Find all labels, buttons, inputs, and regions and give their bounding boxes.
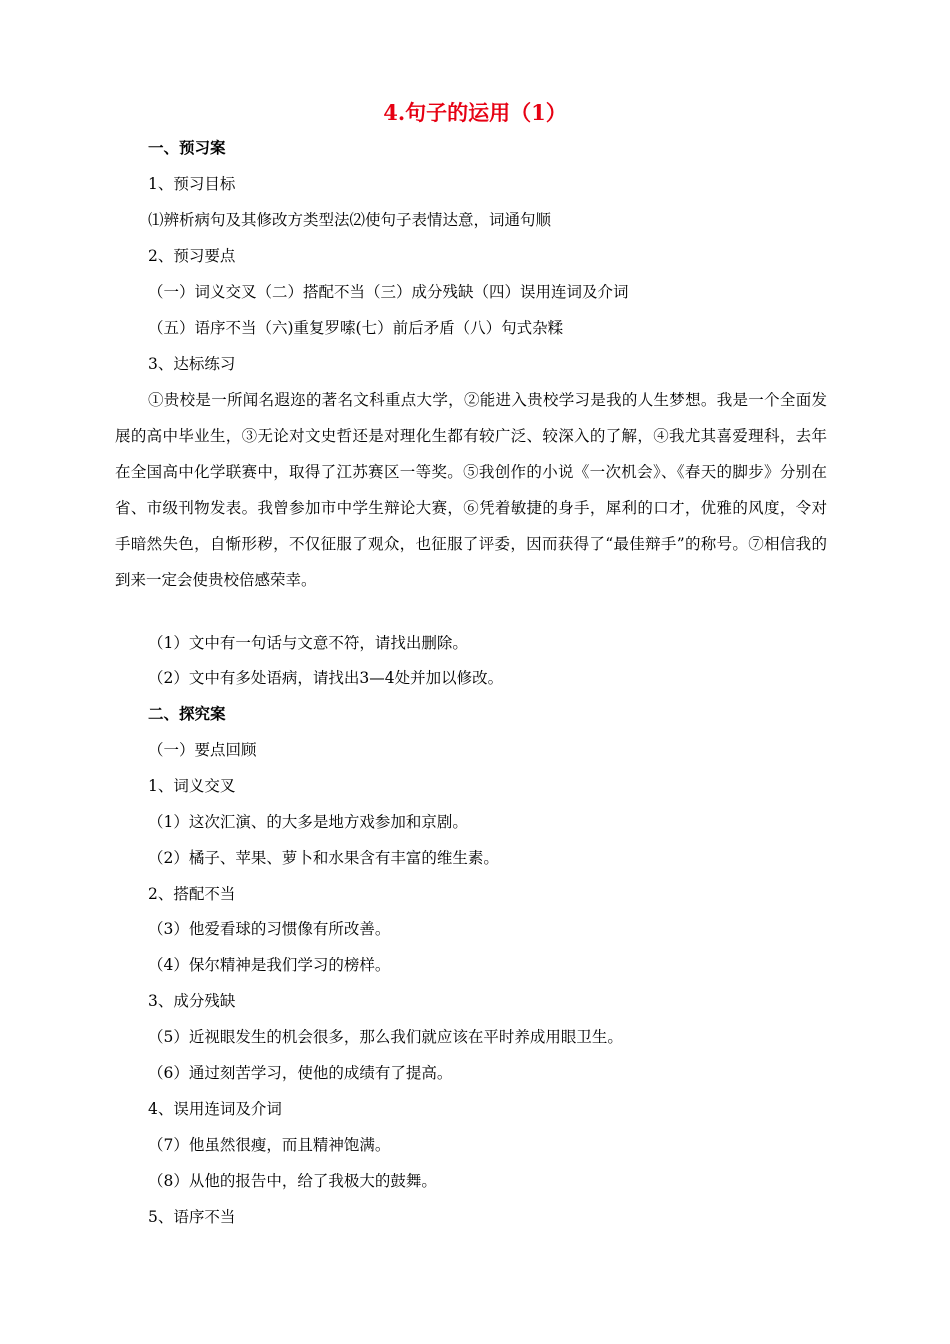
example-4: （4）保尔精神是我们学习的榜样。 bbox=[148, 956, 391, 974]
example-1: （1）这次汇演、的大多是地方戏参加和京剧。 bbox=[148, 813, 468, 831]
goals-text: ⑴辨析病句及其修改方类型法⑵使句子表情达意，词通句顺 bbox=[148, 211, 552, 229]
category-heading-5: 5、语序不当 bbox=[148, 1208, 236, 1226]
section-heading-inquiry: 二、探究案 bbox=[148, 704, 226, 723]
category-heading-3: 3、成分残缺 bbox=[148, 992, 236, 1010]
example-3: （3）他爱看球的习惯像有所改善。 bbox=[148, 920, 391, 938]
example-2: （2）橘子、苹果、萝卜和水果含有丰富的维生素。 bbox=[148, 849, 499, 867]
category-heading-2: 2、搭配不当 bbox=[148, 885, 236, 903]
points-line-1: （一）词义交叉（二）搭配不当（三）成分残缺（四）误用连词及介词 bbox=[148, 283, 629, 301]
document-title: 4.句子的运用（1） bbox=[383, 100, 567, 125]
practice-passage: ①贵校是一所闻名遐迩的著名文科重点大学，②能进入贵校学习是我的人生梦想。我是一个全面发展的高中毕业生，③无论对文史哲还是对理化生都有较广泛、较深入的了解，④我尤其喜爱理科，去年在全国高中化学联赛中，取得了江苏赛区一等奖。⑤我创作的小说《一次机会》、《春天的脚步》分别在省、市级刊物发表。我曾参加市中学生辩论大赛，⑥凭着敏捷的身手，犀利的口才，优雅的风度，令对手暗然失色，自惭形秽，不仅征服了观众，也征服了评委，因而获得了“最佳辩手”的称号。⑦相信我的到来一定会使贵校倍感荣幸。 bbox=[115, 391, 827, 589]
points-heading: 2、预习要点 bbox=[148, 247, 236, 265]
category-heading-1: 1、词义交叉 bbox=[148, 777, 236, 795]
practice-heading: 3、达标练习 bbox=[148, 355, 236, 373]
goals-heading: 1、预习目标 bbox=[148, 175, 236, 193]
example-6: （6）通过刻苦学习，使他的成绩有了提高。 bbox=[148, 1064, 453, 1082]
question-1: （1）文中有一句话与文意不符，请找出删除。 bbox=[148, 634, 468, 652]
points-line-2: （五）语序不当（六)重复罗嗦(七）前后矛盾（八）句式杂糅 bbox=[148, 319, 564, 337]
example-8: （8）从他的报告中，给了我极大的鼓舞。 bbox=[148, 1172, 437, 1190]
review-heading: （一）要点回顾 bbox=[148, 741, 257, 759]
section-heading-preview: 一、预习案 bbox=[148, 138, 226, 157]
question-2: （2）文中有多处语病，请找出3—4处并加以修改。 bbox=[148, 669, 504, 687]
example-7: （7）他虽然很瘦，而且精神饱满。 bbox=[148, 1136, 391, 1154]
category-heading-4: 4、误用连词及介词 bbox=[148, 1100, 282, 1118]
example-5: （5）近视眼发生的机会很多，那么我们就应该在平时养成用眼卫生。 bbox=[148, 1028, 623, 1046]
